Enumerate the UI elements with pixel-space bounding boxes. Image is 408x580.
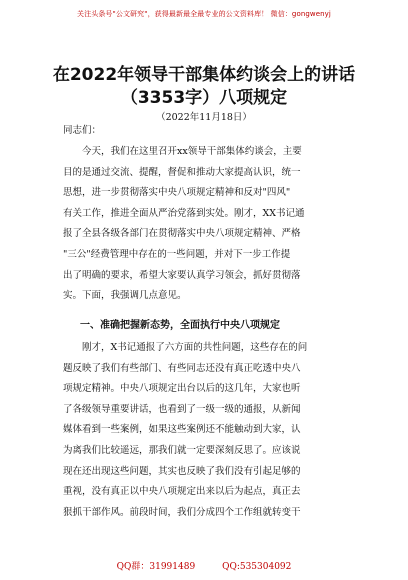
paragraph-line: 狠抓干部作风。前段时间，我们分成四个工作组就转变干 — [63, 506, 301, 518]
paragraph-line: 今天，我们在这里召开xx领导干部集体约谈会，主要 — [82, 146, 302, 157]
paragraph-line: 出了明确的要求，希望大家要认真学习领会，抓好贯彻落 — [63, 269, 301, 281]
footer-contact — [0, 559, 408, 572]
paragraph-line: 项规定精神。中央八项规定出台以后的这几年，大家也听 — [63, 383, 301, 395]
section-heading-1: 一、准确把握新态势，全面执行中央八项规定 — [80, 320, 280, 331]
paragraph-line: 实。下面，我强调几点意见。 — [63, 290, 187, 302]
paragraph-line: 有关工作，推进全面从严治党落到实处。刚才，XX书记通 — [63, 207, 305, 219]
paragraph-line: 报了全县各级各部门在贯彻落实中央八项规定精神、严格 — [63, 228, 301, 240]
paragraph-line: 目的是通过交流、提醒，督促和推动大家提高认识，统一 — [63, 166, 301, 178]
paragraph-line: 重视，没有真正以中央八项规定出来以后为起点，真正去 — [63, 486, 301, 498]
header-promo: 关注头条号"公文研究"，获得最新最全最专业的公文资料库！ 微信：gongwenyj — [77, 10, 331, 18]
paragraph-line: 了各级领导重要讲话，也看到了一级一级的通报，从新闻 — [63, 403, 301, 415]
paragraph-line: 题反映了我们有些部门、有些同志还没有真正吃透中央八 — [63, 362, 301, 374]
paragraph-2 — [63, 338, 353, 523]
salutation: 同志们： — [63, 125, 102, 136]
document-date: （2022年11月18日） — [156, 112, 252, 123]
footer-qq: QQ:535304092 — [222, 562, 292, 572]
salutation-block — [63, 121, 353, 142]
footer-qq-group: QQ群：31991489 — [116, 562, 196, 572]
document-title-line2: （3353字）八项规定 — [120, 88, 288, 108]
paragraph-line: 刚才，X书记通报了六方面的共性问题，这些存在的问 — [82, 342, 308, 353]
paragraph-1 — [63, 142, 353, 307]
paragraph-line: 媒体看到一些案例，如果这些案例还不能触动到大家，认 — [63, 424, 301, 436]
paragraph-line: 现在还出现这些问题，其实也反映了我们没有引起足够的 — [63, 465, 301, 477]
paragraph-line: "三公"经费管理中存在的一些问题，并对下一步工作提 — [63, 248, 291, 260]
document-title-line1: 在2022年领导干部集体约谈会上的讲话 — [52, 65, 356, 85]
paragraph-line: 思想，进一步贯彻落实中央八项规定精神和反对"四风" — [63, 187, 291, 199]
paragraph-line: 为离我们比较遥远，那我们就一定要深刻反思了。应该说 — [63, 444, 301, 456]
